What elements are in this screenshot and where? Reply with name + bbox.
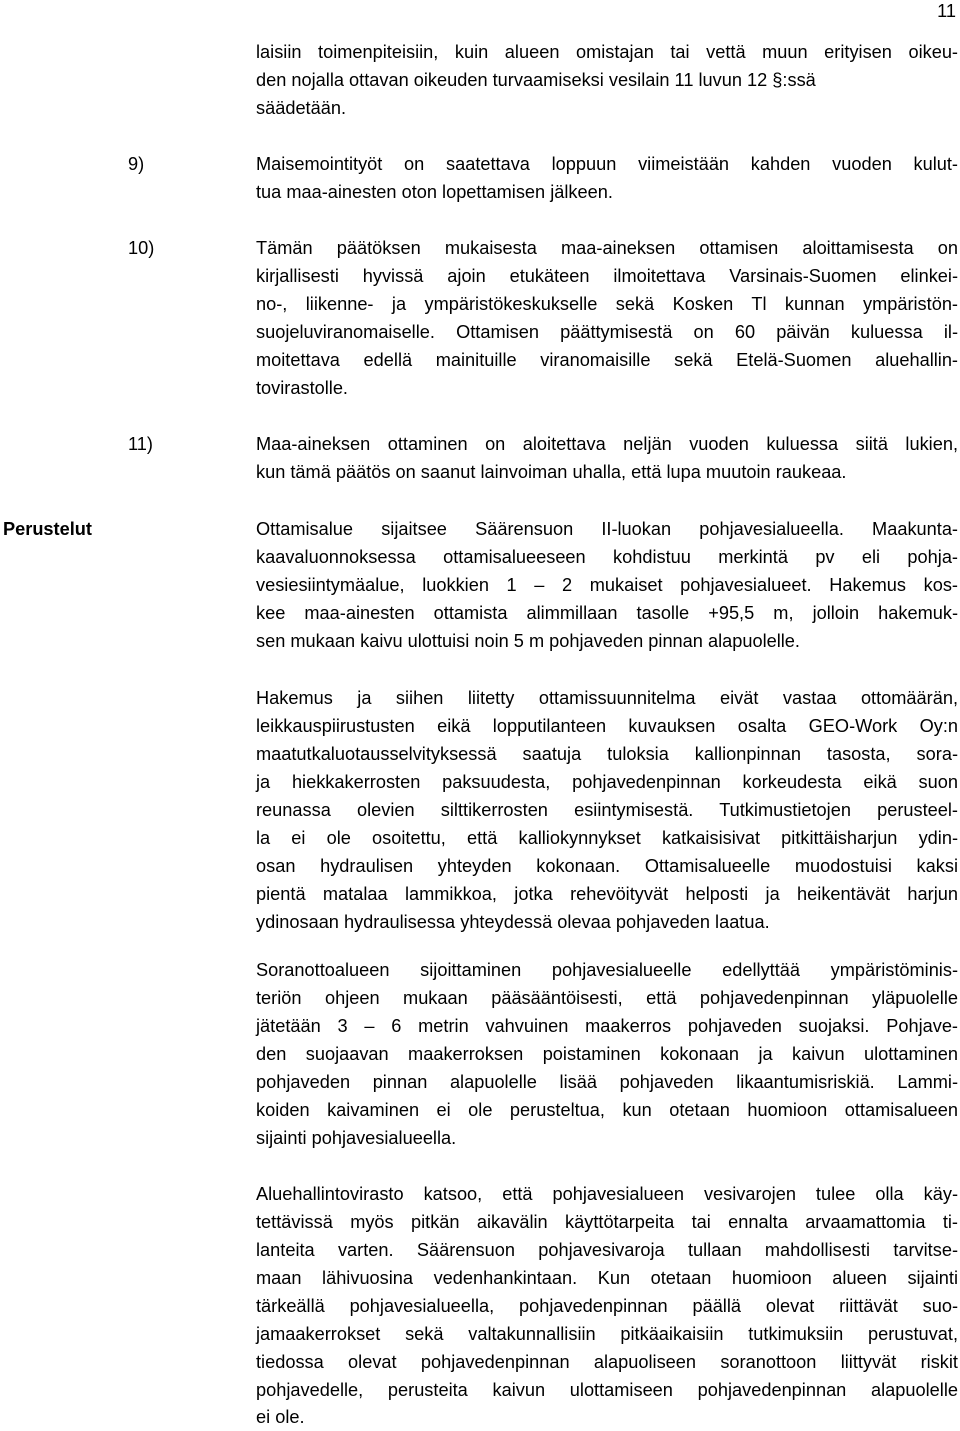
- text-line: jätetään 3 – 6 metrin vahvuinen maakerros pohjaveden suojaksi. Pohjave-: [256, 1016, 958, 1036]
- text-line: ei ole.: [256, 1407, 305, 1427]
- text-line: leikkauspiirustusten eikä lopputilanteen kuvauksen osalta GEO-Work Oy:n: [256, 716, 958, 736]
- text-line: tettävissä myös pitkän aikavälin käyttötarpeita tai ennalta arvaamattomia ti-: [256, 1212, 958, 1232]
- text-line: koiden kaivaminen ei ole perusteltua, kun otetaan huomioon ottamisalueen: [256, 1100, 958, 1120]
- text-line: osan hydraulisen yhteyden kokonaan. Ottamisalueelle muodostuisi kaksi: [256, 856, 958, 876]
- text-line: jamaakerrokset sekä valtakunnallisiin pitkäaikaisiin tutkimuksiin perustuvat,: [256, 1324, 958, 1344]
- section-heading: Perustelut: [3, 519, 92, 539]
- text-line: suojeluviranomaiselle. Ottamisen päättymisestä on 60 päivän kuluessa il-: [256, 322, 958, 342]
- text-line: Aluehallintovirasto katsoo, että pohjavesialueen vesivarojen tulee olla käy-: [256, 1184, 958, 1204]
- text-line: lanteita varten. Säärensuon pohjavesivaroja tullaan mahdollisesti tarvitse-: [256, 1240, 958, 1260]
- text-line: maan lähivuosina vedenhankintaan. Kun otetaan huomioon alueen sijainti: [256, 1268, 958, 1288]
- text-line: pientä matalaa lammikkoa, jotka rehevöityvät helposti ja heikentävät harjun: [256, 884, 958, 904]
- text-line: reunassa olevien silttikerrosten esiintymisestä. Tutkimustietojen perusteel-: [256, 800, 958, 820]
- text-line: ja hiekkakerrosten paksuudesta, pohjavedenpinnan korkeudesta eikä suon: [256, 772, 958, 792]
- text-line: laisiin toimenpiteisiin, kuin alueen omistajan tai vettä muun erityisen oikeu-: [256, 42, 958, 62]
- text-line: tua maa-ainesten oton lopettamisen jälkeen.: [256, 182, 613, 202]
- page-number: 11: [937, 1, 956, 21]
- text-line: kee maa-ainesten ottamista alimmillaan tasolle +95,5 m, jolloin hakemuk-: [256, 603, 958, 623]
- text-line: kirjallisesti hyvissä ajoin etukäteen ilmoitettava Varsinais-Suomen elinkei-: [256, 266, 958, 286]
- text-line: ydinosaan hydraulisessa yhteydessä olevaa pohjaveden laatua.: [256, 912, 770, 932]
- text-line: Soranottoalueen sijoittaminen pohjavesialueelle edellyttää ympäristöminis-: [256, 960, 958, 980]
- text-line: tovirastolle.: [256, 378, 348, 398]
- text-line: säädetään.: [256, 98, 347, 118]
- text-line: pohjavedelle, perusteita kaivun ulottamiseen pohjavedenpinnan alapuolelle: [256, 1380, 958, 1400]
- text-line: teriön ohjeen mukaan pääsääntöisesti, että pohjavedenpinnan yläpuolelle: [256, 988, 958, 1008]
- text-line: den suojaavan maakerroksen poistaminen kokonaan ja kaivun ulottaminen: [256, 1044, 958, 1064]
- item-number: 11): [128, 434, 153, 454]
- text-line: sijainti pohjavesialueella.: [256, 1128, 457, 1148]
- text-line: no-, liikenne- ja ympäristökeskukselle sekä Kosken Tl kunnan ympäristön-: [256, 294, 958, 314]
- text-line: vesiesiintymäalue, luokkien 1 – 2 mukaiset pohjavesialueet. Hakemus kos-: [256, 575, 958, 595]
- text-line: tärkeällä pohjavesialueella, pohjavedenpinnan päällä olevat riittävät suo-: [256, 1296, 958, 1316]
- text-line: Hakemus ja siihen liitetty ottamissuunnitelma eivät vastaa ottomäärän,: [256, 688, 958, 708]
- text-line: moitettava edellä mainituille viranomaisille sekä Etelä-Suomen aluehallin-: [256, 350, 958, 370]
- text-line: Tämän päätöksen mukaisesta maa-aineksen ottamisen aloittamisesta on: [256, 238, 958, 258]
- text-line: tiedossa olevat pohjavedenpinnan alapuoliseen soranottoon liittyvät riskit: [256, 1352, 958, 1372]
- text-line: sen mukaan kaivu ulottuisi noin 5 m pohjaveden pinnan alapuolelle.: [256, 631, 800, 651]
- text-line: Maisemointityöt on saatettava loppuun viimeistään kahden vuoden kulut-: [256, 154, 958, 174]
- text-line: la ei ole osoitettu, että kalliokynnykset katkaisisivat pitkittäisharjun ydin-: [256, 828, 958, 848]
- text-line: pohjaveden pinnan alapuolelle lisää pohjaveden likaantumisriskiä. Lammi-: [256, 1072, 958, 1092]
- text-line: den nojalla ottavan oikeuden turvaamiseksi vesilain 11 luvun 12 §:ssä: [256, 70, 816, 90]
- item-number: 10): [128, 238, 155, 258]
- item-number: 9): [128, 154, 145, 174]
- text-line: Ottamisalue sijaitsee Säärensuon II-luokan pohjavesialueella. Maakunta-: [256, 519, 958, 539]
- text-line: kaavaluonnoksessa ottamisalueeseen kohdistuu merkintä pv eli pohja-: [256, 547, 958, 567]
- text-line: maatutkaluotausselvityksessä saatuja tuloksia kallionpinnan tasosta, sora-: [256, 744, 958, 764]
- text-line: kun tämä päätös on saanut lainvoiman uhalla, että lupa muutoin raukeaa.: [256, 462, 847, 482]
- text-line: Maa-aineksen ottaminen on aloitettava neljän vuoden kuluessa siitä lukien,: [256, 434, 958, 454]
